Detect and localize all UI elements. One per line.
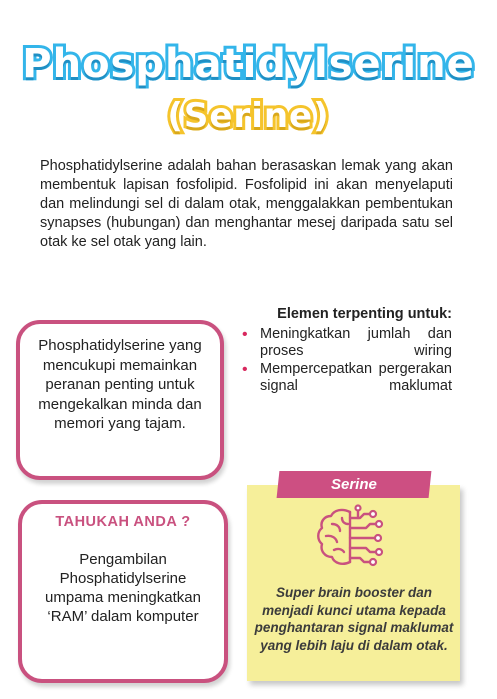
list-item-text: Meningkatkan jumlah dan proses wiring (260, 326, 452, 359)
sticky-note-tag (277, 471, 432, 498)
list-item (240, 326, 452, 360)
sticky-note-text: Super brain booster dan menjadi kunci utama kepada penghantaran signal maklumat yang lebih laju di dalam otak. (254, 585, 454, 653)
brain-circuit-icon (312, 504, 392, 574)
page-title: Phosphatidylserine (22, 41, 475, 87)
did-you-know-text: Pengambilan Phosphatidylserine umpama meningkatkan ‘RAM’ dalam komputer (45, 551, 201, 625)
did-you-know-box (18, 500, 228, 683)
info-box-memory (16, 320, 224, 480)
list-item (240, 361, 452, 395)
list-item-text: Mempercepatkan pergerakan signal maklumat (260, 361, 452, 394)
intro-paragraph: Phosphatidylserine adalah bahan berasaskan lemak yang akan membentuk lapisan fosfolipid. Fosfolipid ini akan menyelaputi dan melindungi sel di dalam otak, menggalakkan pembentukan synapses (hubungan) dan menghantar mesej daripada satu sel otak ke sel otak yang lain. (40, 158, 453, 250)
key-elements-list (240, 326, 452, 395)
sticky-note-tag-label: Serine (331, 476, 377, 493)
page-subtitle: (Serine) (167, 96, 330, 136)
key-elements-section (240, 306, 452, 396)
did-you-know-heading: TAHUKAH ANDA ? (55, 514, 191, 530)
bullet-icon: • (242, 326, 248, 343)
bullet-icon: • (242, 361, 248, 378)
key-elements-heading: Elemen terpenting untuk: (277, 306, 452, 322)
info-box-text: Phosphatidylserine yang mencukupi memainkan peranan penting untuk mengekalkan minda dan memori yang tajam. (38, 337, 202, 432)
